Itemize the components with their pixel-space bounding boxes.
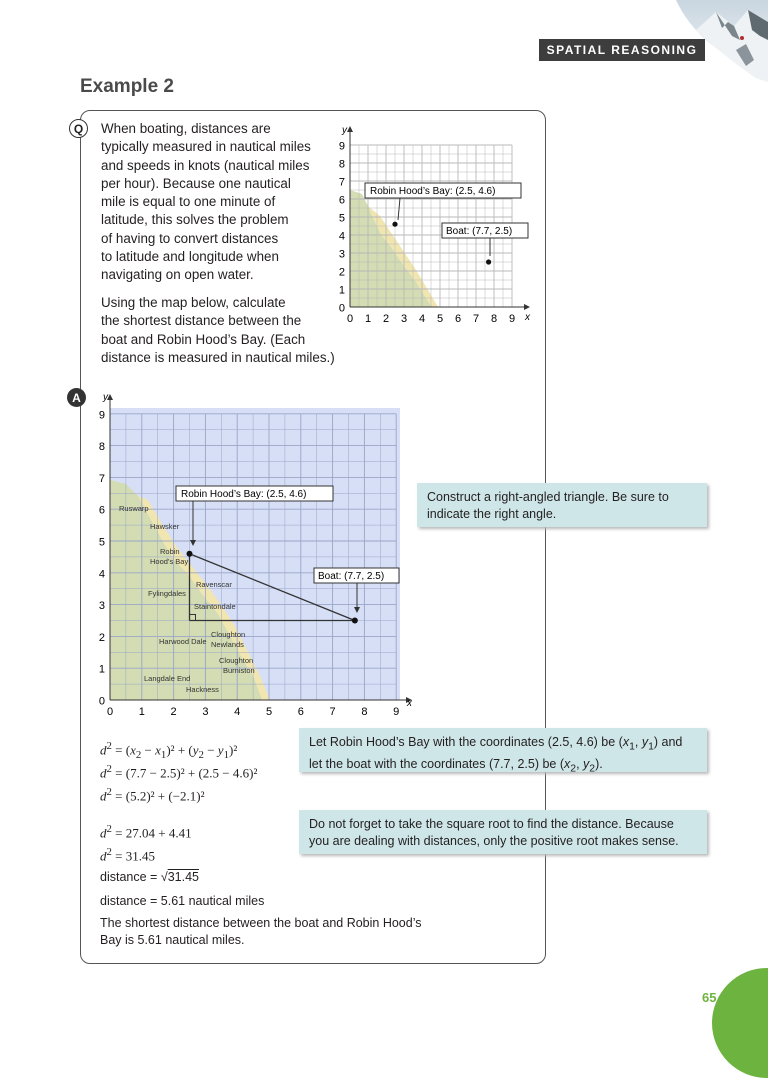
place-label: Cloughton [211,630,246,639]
equation-line-1: $d^2 = (x_2 - x_1)^2 + (y_2 - y_1)^2$ [100,740,238,761]
x-tick-label: 8 [490,313,498,325]
y-tick-label: 1 [98,663,105,676]
x-tick-label: 2 [170,706,177,718]
text-line: to latitude and longitude when [101,249,279,265]
robin-label: Robin Hood’s Bay: (2.5, 4.6) [370,186,496,197]
place-label: Newlands [211,640,244,649]
equation-line-2: $d^2 = (7.7 - 2.5)^2 + (2.5 - 4.6)^2$ [100,763,258,781]
y-tick-label: 3 [338,248,345,261]
x-tick-label: 1 [364,313,372,325]
place-label: Robin [160,547,180,556]
y-axis-arrow-icon [347,126,353,132]
text-line: of having to convert distances [101,230,279,246]
question-badge: Q [69,119,88,138]
question-paragraph-2 [101,294,361,367]
x-tick-label: 5 [265,706,273,718]
distance-result-line: distance = 5.61 nautical miles [100,894,265,908]
boat-point [486,259,491,264]
x-tick-label: 3 [400,313,408,325]
y-tick-label: 3 [98,600,105,613]
x-tick-label: 4 [234,706,241,718]
x-tick-label: 4 [418,313,426,325]
place-label: Langdale End [144,674,191,683]
y-tick-label: 4 [338,230,345,243]
text-line: latitude, this solves the problem [101,212,289,228]
y-tick-label: 8 [98,441,105,454]
hint-box-square-root: Do not forget to take the square root to find the distance. Because you are dealing with distances, only the positive root makes sense. [299,810,707,854]
page-corner-decoration [712,968,768,1078]
y-axis-label: y [342,125,347,136]
x-tick-label: 1 [138,706,145,718]
hint-box-coordinates: Let Robin Hood’s Bay with the coordinates (2.5, 4.6) be ($x_1$, $y_1$) and let the boat with the coordinates (7.7, 2.5) be ($x_2$, $y_2$). [299,728,707,772]
place-label: Fylingdales [148,589,186,598]
x-axis-label: x [525,312,530,323]
text-line: mile is equal to one minute of [101,194,276,210]
x-tick-label: 6 [454,313,462,325]
text-line: distance is measured in nautical miles.) [101,349,335,365]
boat-label: Boat: (7.7, 2.5) [446,226,513,237]
x-tick-label: 7 [329,706,336,718]
place-label: Ruswarp [119,504,149,513]
place-label: Hood’s Bay [150,557,189,566]
x-tick-label: 9 [508,313,516,325]
y-tick-label: 0 [98,695,105,708]
place-label: Hackness [186,685,219,694]
x-tick-label: 9 [393,706,400,718]
text-line: boat and Robin Hood’s Bay. (Each [101,331,306,347]
x-tick-label: 2 [382,313,390,325]
place-label: Cloughton [219,656,254,665]
page-number: 65 [702,990,717,1005]
x-tick-label: 6 [297,706,304,718]
y-tick-label: 9 [98,409,105,422]
x-axis-arrow-icon [524,304,530,310]
place-label: Ravenscar [196,580,232,589]
y-tick-label: 8 [338,158,345,171]
y-tick-label: 1 [338,284,345,297]
place-label: Staintondale [194,602,236,611]
text-line: per hour). Because one nautical [101,175,291,191]
x-tick-label: 0 [346,313,354,325]
x-tick-label: 0 [106,706,114,718]
y-tick-label: 4 [98,568,105,581]
robin-hoods-bay-point [392,222,397,227]
text-line: typically measured in nautical miles [101,139,311,155]
robin-hoods-bay-point [187,551,193,557]
conclusion-line-2: Bay is 5.61 nautical miles. [100,933,245,947]
text-line: When boating, distances are [101,121,271,136]
example-title: Example 2 [80,76,174,97]
x-axis-label: x [407,698,412,709]
text-line: the shortest distance between the [101,313,302,329]
conclusion-line-1: The shortest distance between the boat and Robin Hood’s [100,916,422,930]
hint-box-triangle: Construct a right-angled triangle. Be sure to indicate the right angle. [417,483,707,527]
equation-line-3: $d^2 = (5.2)^2 + (-2.1)^2$ [100,786,205,804]
equation-line-4: $d^2 = 27.04 + 4.41$ [100,823,192,841]
place-label: Burniston [223,666,255,675]
y-tick-label: 7 [98,472,105,485]
y-tick-label: 9 [338,140,345,153]
x-tick-label: 7 [472,313,480,325]
text-line: navigating on open water. [101,267,254,283]
y-tick-label: 6 [98,504,105,517]
y-tick-label: 7 [338,176,345,189]
text-line: Using the map below, calculate [101,295,286,310]
boat-point [352,618,358,624]
place-label: Harwood Dale [159,637,207,646]
y-tick-label: 2 [338,266,345,279]
small-coordinate-map [328,120,543,335]
x-tick-label: 5 [436,313,444,325]
question-paragraph-1 [101,120,346,285]
answer-badge: A [67,388,86,407]
text-line: and speeds in knots (nautical miles [101,157,310,173]
place-label: Hawsker [150,522,180,531]
y-tick-label: 0 [338,302,345,315]
large-coordinate-map [90,388,420,718]
y-tick-label: 6 [338,194,345,207]
robin-label: Robin Hood’s Bay: (2.5, 4.6) [181,489,307,500]
boat-label: Boat: (7.7, 2.5) [318,571,385,582]
equation-line-5: $d^2 = 31.45$ [100,846,156,864]
x-tick-label: 3 [202,706,209,718]
y-tick-label: 5 [98,536,105,549]
y-axis-label: y [103,392,108,403]
x-tick-label: 8 [361,706,368,718]
section-banner: SPATIAL REASONING [539,39,705,61]
y-tick-label: 5 [338,212,345,225]
y-tick-label: 2 [98,631,105,644]
distance-root-line: distance = √31.45 [100,870,199,884]
